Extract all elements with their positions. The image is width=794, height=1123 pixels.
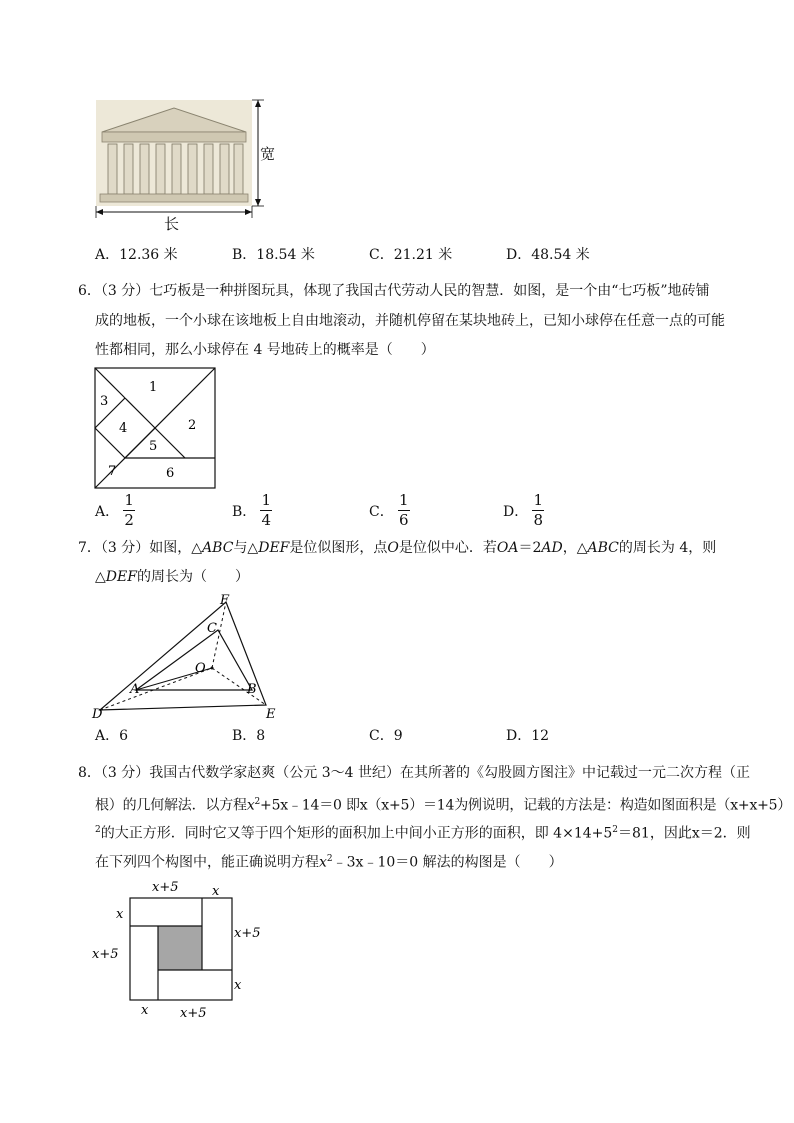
tile-label-6: 6 <box>166 466 175 481</box>
tangram-diagram <box>94 367 216 489</box>
tile-label-7: 7 <box>108 464 117 479</box>
q5-option-a[interactable]: A．12.36 米 <box>95 247 178 263</box>
q6-line-1: 6．（3 分）七巧板是一种拼图玩具，体现了我国古代劳动人民的智慧．如图，是一个由“七巧板”地砖铺 <box>78 283 710 299</box>
q5-option-d[interactable]: D．48.54 米 <box>506 247 590 263</box>
length-label: 长 <box>164 215 180 233</box>
q8-score: （3 分） <box>100 765 150 781</box>
center-square <box>158 926 202 970</box>
fraction-one-eighth: $\frac{1}{8}$ <box>533 491 543 529</box>
temple-entablature <box>102 132 246 142</box>
point-label-d: D <box>92 707 103 722</box>
q8-line-3: $^2$的大正方形．同时它又等于四个矩形的面积加上中间小正方形的面积，即 $4\times 14+5^2=81$，因此x＝2．则 <box>95 825 751 842</box>
q6-option-b[interactable]: B． $\frac{1}{4}$ <box>232 491 272 529</box>
tile-label-3: 3 <box>100 394 109 409</box>
width-label: 宽 <box>260 145 276 163</box>
q6-score: （3 分） <box>100 283 150 299</box>
q6-option-c[interactable]: C． $\frac{1}{6}$ <box>369 491 409 529</box>
q7-line-2: △DEF的周长为（ ） <box>95 569 249 585</box>
temple-base <box>100 194 248 202</box>
zhao-shuang-square-figure <box>88 876 278 1024</box>
q6-line-3: 性都相同，那么小球停在 4 号地砖上的概率是（ ） <box>95 342 435 358</box>
q7-option-b[interactable]: B．8 <box>232 728 266 744</box>
tile-label-4: 4 <box>119 421 128 436</box>
label-top-x: x <box>212 884 220 899</box>
label-right-x-plus-5: x+5 <box>234 926 261 941</box>
point-label-b: B <box>247 682 257 697</box>
q6-number: 6． <box>78 283 101 299</box>
point-label-a: A <box>130 682 140 697</box>
tile-label-1: 1 <box>149 380 158 395</box>
tangram-figure <box>94 367 216 489</box>
q8-line-4: 在下列四个构图中，能正确说明方程$x^2﹣3x﹣10=0$ 解法的构图是（ ） <box>95 854 563 871</box>
homothety-diagram <box>90 590 290 722</box>
fraction-one-quarter: $\frac{1}{4}$ <box>261 491 272 529</box>
point-label-o: O <box>195 661 206 676</box>
q7-option-d[interactable]: D．12 <box>506 728 550 744</box>
point-label-e: E <box>266 707 276 722</box>
label-right-x: x <box>234 978 242 993</box>
tile-label-5: 5 <box>149 439 158 454</box>
tile-label-2: 2 <box>188 418 197 433</box>
q5-option-b[interactable]: B．18.54 米 <box>232 247 315 263</box>
q7-score: （3 分） <box>100 540 150 556</box>
q7-option-a[interactable]: A．6 <box>95 728 129 744</box>
fraction-one-half: $\frac{1}{2}$ <box>124 491 134 529</box>
label-top-x-plus-5: x+5 <box>152 880 179 895</box>
label-left-x-plus-5: x+5 <box>92 947 119 962</box>
q7-number: 7． <box>78 540 101 556</box>
label-bottom-x: x <box>141 1003 149 1018</box>
q7-option-c[interactable]: C．9 <box>369 728 403 744</box>
label-bottom-x-plus-5: x+5 <box>180 1006 207 1021</box>
q8-number: 8． <box>78 765 101 781</box>
point-label-c: C <box>207 621 217 636</box>
label-left-x: x <box>116 907 124 922</box>
q8-line-2: 根）的几何解法．以方程$x^2+5x﹣14=0$ 即x（x+5）＝14为例说明，记载的方法是：构造如图面积是（x+x+5） <box>95 797 792 814</box>
q6-option-a[interactable]: A． $\frac{1}{2}$ <box>95 491 134 529</box>
q5-figure <box>90 96 280 236</box>
q7-line-1: 7．（3 分）如图，△ABC与△DEF是位似图形，点O是位似中心．若OA＝2AD，△ABC的周长为 4，则 <box>78 540 717 556</box>
q6-line-2: 成的地板，一个小球在该地板上自由地滚动，并随机停留在某块地砖上，已知小球停在任意一点的可能 <box>95 313 725 329</box>
fraction-one-sixth: $\frac{1}{6}$ <box>398 491 409 529</box>
q8-line-1: 8．（3 分）我国古代数学家赵爽（公元 3～4 世纪）在其所著的《勾股圆方图注》中记载过一元二次方程（正 <box>78 765 750 781</box>
point-label-f: F <box>220 593 230 608</box>
similar-triangles-figure <box>90 590 290 722</box>
temple-diagram <box>90 96 280 236</box>
q6-option-d[interactable]: D． $\frac{1}{8}$ <box>503 491 543 529</box>
q5-option-c[interactable]: C．21.21 米 <box>369 247 453 263</box>
square-diagram <box>88 876 278 1024</box>
temple-columns <box>108 144 243 194</box>
